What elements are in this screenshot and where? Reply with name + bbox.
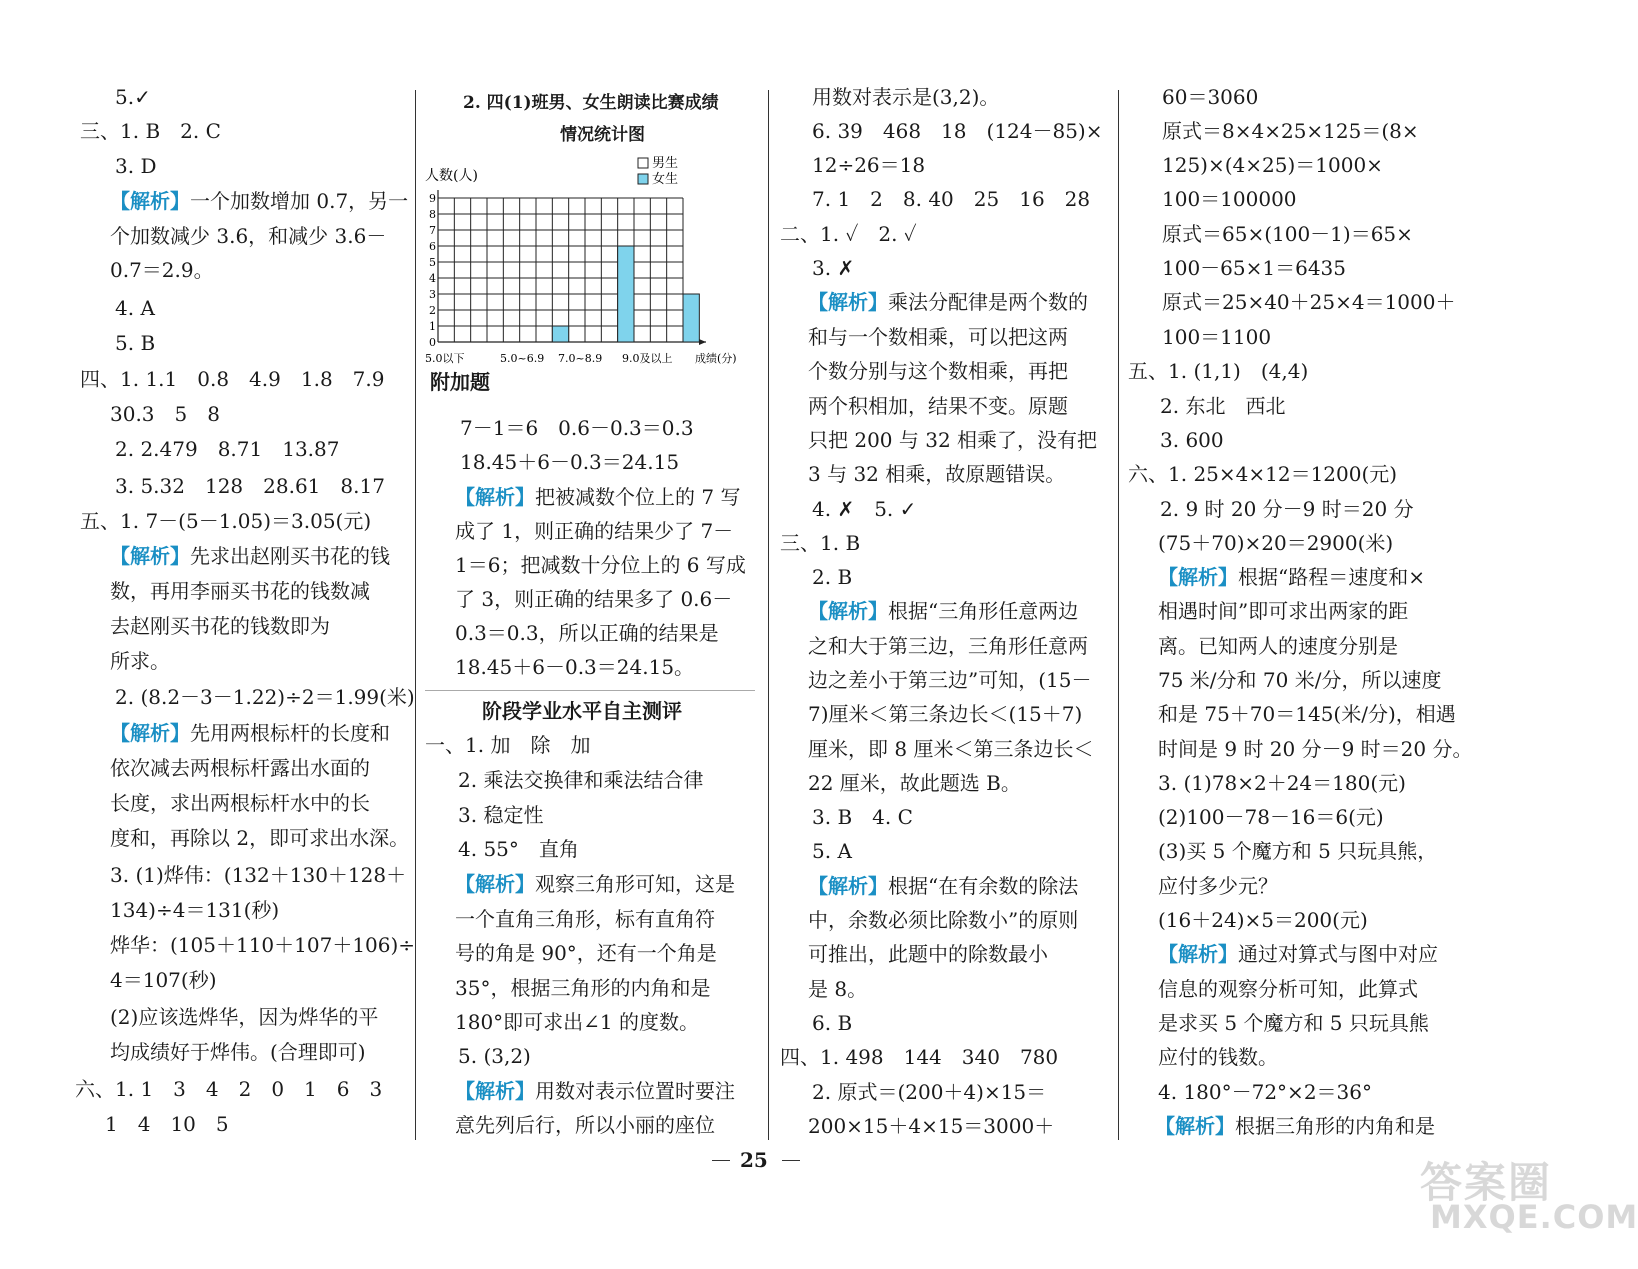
col1-line <box>110 786 370 820</box>
col2-line <box>460 445 679 479</box>
line-text: 18.45＋6－0.3＝24.15 <box>460 450 680 474</box>
line-text: 时间是 9 时 20 分－9 时＝20 分。 <box>1158 737 1473 761</box>
line-text: 4. ✗ 5. ✓ <box>812 497 917 521</box>
line-text: 2. 2.479 8.71 13.87 <box>115 437 340 461</box>
x-axis-arrow <box>699 339 706 345</box>
line-text: 4. 180°－72°×2＝36° <box>1158 1080 1372 1104</box>
line-text: 之和大于第三边，三角形任意两 <box>808 634 1088 658</box>
col1-line <box>110 1000 378 1034</box>
col3-line <box>808 320 1068 354</box>
line-text: 3. (1)78×2＋24＝180(元) <box>1158 771 1406 795</box>
x-axis-label: 成绩(分) <box>695 352 737 365</box>
col2-line <box>455 867 735 901</box>
line-text: 5. B <box>115 331 156 355</box>
col2-line <box>455 1108 715 1142</box>
line-text: 两个积相加，结果不变。原题 <box>808 394 1068 418</box>
line-text: 依次减去两根标杆露出水面的 <box>110 756 370 780</box>
line-text: 了 3，则正确的结果多了 0.6－ <box>455 587 733 611</box>
line-text: 1 4 10 5 <box>105 1112 229 1136</box>
col3-line <box>780 526 860 560</box>
col3-line <box>812 834 852 868</box>
line-text: 6. B <box>812 1011 853 1035</box>
col4-line <box>1162 182 1297 216</box>
line-text: 3. 600 <box>1160 428 1224 452</box>
col3-line <box>808 732 1093 766</box>
line-text: 2. 东北 西北 <box>1160 394 1286 418</box>
line-text: 0.7＝2.9。 <box>110 258 214 282</box>
line-text: 号的角是 90°，还有一个角是 <box>455 941 717 965</box>
line-text: 4＝107(秒) <box>110 968 217 992</box>
line-text: 2. 9 时 20 分－9 时＝20 分 <box>1160 497 1414 521</box>
col4-line <box>1158 697 1456 731</box>
line-text: 3. (1)烨伟：(132＋130＋128＋ <box>110 863 407 887</box>
col1-line <box>80 362 384 396</box>
col1-line <box>115 291 155 325</box>
bar <box>683 294 699 342</box>
col3-line <box>812 114 1103 148</box>
line-text: 二、1. ✓ 2. ✓ <box>780 222 917 246</box>
col1-line <box>105 1107 229 1141</box>
line-text: 35°，根据三角形的内角和是 <box>455 976 711 1000</box>
line-text: 五、1. (1,1) (4,4) <box>1128 359 1309 383</box>
watermark-url: MXQE.COM <box>1430 1198 1638 1236</box>
line-text: 4. 55° 直角 <box>458 837 579 861</box>
legend-label: 男生 <box>652 156 679 171</box>
col4-line <box>1158 903 1368 937</box>
col1-line <box>115 80 151 114</box>
analysis-tag: 【解析】 <box>1158 565 1238 589</box>
col3-line <box>812 80 999 114</box>
col4-line <box>1158 869 1278 903</box>
col3-line <box>808 354 1068 388</box>
col2-line <box>460 411 694 445</box>
col1-line <box>110 858 406 892</box>
line-text: 原式＝8×4×25×125＝(8× <box>1162 119 1419 143</box>
line-text: 应付的钱数。 <box>1158 1045 1278 1069</box>
analysis-tag: 【解析】 <box>455 1079 535 1103</box>
col2-line <box>425 728 590 762</box>
col4-line <box>1158 834 1437 868</box>
y-tick-label: 2 <box>429 304 436 317</box>
bar <box>552 326 568 342</box>
analysis-tag: 【解析】 <box>110 189 190 213</box>
line-text: 7. 1 2 8. 40 25 16 28 <box>812 187 1091 211</box>
col4-line <box>1158 732 1473 766</box>
line-text: (3)买 5 个魔方和 5 只玩具熊， <box>1158 839 1438 863</box>
col1-line <box>75 1072 382 1106</box>
line-text: 4. A <box>115 296 155 320</box>
col3-line <box>808 697 1082 731</box>
line-text: 个数分别与这个数相乘，再把 <box>808 359 1068 383</box>
line-text: 3. B 4. C <box>812 805 913 829</box>
col3-line <box>812 560 852 594</box>
col1-line <box>110 716 390 750</box>
col4-line <box>1158 663 1441 697</box>
col2-line <box>458 832 579 866</box>
line-text: 先用两根标杆的长度和 <box>190 721 390 745</box>
line-text: (16＋24)×5＝200(元) <box>1158 908 1368 932</box>
col4-line <box>1128 457 1397 491</box>
col1-line <box>115 680 415 714</box>
line-text: 烨华：(105＋110＋107＋106)÷ <box>110 933 416 957</box>
line-text: 60＝3060 <box>1162 85 1259 109</box>
analysis-tag: 【解析】 <box>808 290 888 314</box>
line-text: 一个直角三角形，标有直角符 <box>455 907 715 931</box>
line-text: 五、1. 7－(5－1.05)＝3.05(元) <box>80 509 372 533</box>
col4-line <box>1160 389 1285 423</box>
col4-line <box>1158 526 1393 560</box>
col4-line <box>1160 423 1224 457</box>
analysis-tag: 【解析】 <box>808 874 888 898</box>
watermark-logo: 答案圈 <box>1420 1158 1553 1207</box>
y-tick-label: 6 <box>429 240 436 253</box>
line-text: 用数对表示位置时要注 <box>535 1079 735 1103</box>
col3-line <box>808 766 1021 800</box>
line-text: 根据“路程＝速度和× <box>1238 565 1425 589</box>
col4-line <box>1162 251 1346 285</box>
line-text: 六、1. 1 3 4 2 0 1 6 3 <box>75 1077 383 1101</box>
line-text: 1＝6；把减数十分位上的 6 写成 <box>455 553 746 577</box>
col1-line <box>110 539 390 573</box>
line-text: 5. A <box>812 839 852 863</box>
line-text: 3. ✗ <box>812 256 855 280</box>
legend-label: 女生 <box>652 172 679 187</box>
line-text: 通过对算式与图中对应 <box>1238 942 1438 966</box>
page-dash-right <box>782 1160 800 1161</box>
col2-line <box>430 365 490 399</box>
line-text: 3. 稳定性 <box>458 803 544 827</box>
line-text: 6. 39 468 18 (124－85)× <box>812 119 1103 143</box>
col1-line <box>110 893 279 927</box>
col4-line <box>1158 594 1408 628</box>
line-text: 是 8。 <box>808 977 868 1001</box>
y-tick-label: 8 <box>429 208 436 221</box>
col3-line <box>812 148 925 182</box>
col2-line <box>455 936 717 970</box>
x-tick-label: 5.0以下 <box>425 352 465 365</box>
line-text: 根据三角形的内角和是 <box>1235 1114 1435 1138</box>
section-title: 阶段学业水平自主测评 <box>482 699 682 723</box>
column-divider <box>768 90 769 1140</box>
col1-line <box>110 751 370 785</box>
line-text: 相遇时间”即可求出两家的距 <box>1158 599 1409 623</box>
line-text: 根据“在有余数的除法 <box>888 874 1079 898</box>
line-text: 边之差小于第三边”可知，(15－ <box>808 668 1092 692</box>
col3-line <box>808 594 1078 628</box>
col3-line <box>808 972 867 1006</box>
line-text: 厘米，即 8 厘米＜第三条边长＜ <box>808 737 1094 761</box>
analysis-tag: 【解析】 <box>1155 1114 1235 1138</box>
line-text: 5. (3,2) <box>458 1044 531 1068</box>
col2-line <box>455 971 710 1005</box>
line-text: 离。已知两人的速度分别是 <box>1158 634 1398 658</box>
col4-line <box>1160 492 1414 526</box>
col2-line <box>458 1039 531 1073</box>
section-divider <box>425 690 755 691</box>
col3-line <box>808 903 1078 937</box>
col4-line <box>1158 1040 1278 1074</box>
col1-line <box>80 114 221 148</box>
watermark <box>1420 1150 1638 1236</box>
col1-line <box>110 397 220 431</box>
line-text: 和是 75＋70＝145(米/分)，相遇 <box>1158 702 1456 726</box>
col3-line <box>808 423 1097 457</box>
x-tick-label: 9.0及以上 <box>622 352 673 365</box>
line-text: 原式＝65×(100－1)＝65× <box>1162 222 1413 246</box>
line-text: 7－1＝6 0.6－0.3＝0.3 <box>460 416 694 440</box>
line-text: 可推出，此题中的除数最小 <box>808 942 1048 966</box>
line-text: 乘法分配律是两个数的 <box>888 290 1088 314</box>
line-text: 一个加数增加 0.7，另一 <box>190 189 409 213</box>
col4-line <box>1158 800 1384 834</box>
col4-line <box>1128 354 1308 388</box>
line-text: 度和，再除以 2，即可求出水深。 <box>110 826 410 850</box>
col3-line <box>812 251 854 285</box>
y-tick-label: 5 <box>429 256 436 269</box>
col2-line <box>455 902 715 936</box>
line-text: 意先列后行，所以小丽的座位 <box>455 1113 715 1137</box>
line-text: 用数对表示是(3,2)。 <box>812 85 1000 109</box>
line-text: 数，再用李丽买书花的钱数减 <box>110 579 370 603</box>
legend-swatch <box>638 158 648 168</box>
col2-line <box>455 480 740 514</box>
line-text: 200×15＋4×15＝3000＋ <box>808 1114 1055 1138</box>
col3-line <box>780 217 917 251</box>
col1-line <box>80 504 371 538</box>
line-text: (75＋70)×20＝2900(米) <box>1158 531 1394 555</box>
col3-line <box>812 1075 1046 1109</box>
col1-line <box>110 609 330 643</box>
line-text: (2)100－78－16＝6(元) <box>1158 805 1384 829</box>
line-text: 成了 1，则正确的结果少了 7－ <box>455 519 734 543</box>
line-text: 2. 原式＝(200＋4)×15＝ <box>812 1080 1047 1104</box>
col1-line <box>110 253 214 287</box>
col1-line <box>110 219 386 253</box>
col2-line <box>455 548 746 582</box>
col1-line <box>115 326 155 360</box>
col3-line <box>808 1109 1054 1143</box>
page-number: 25 <box>740 1148 768 1172</box>
line-text: 三、1. B <box>780 531 861 555</box>
col1-line <box>110 963 217 997</box>
line-text: 个加数减少 3.6，和减少 3.6－ <box>110 224 387 248</box>
col3-line <box>808 663 1091 697</box>
col4-line <box>1162 285 1456 319</box>
col1-line <box>115 149 156 183</box>
col4-line <box>1158 1006 1429 1040</box>
line-text: 100＝1100 <box>1162 325 1272 349</box>
col1-line <box>110 644 170 678</box>
legend-swatch <box>638 174 648 184</box>
line-text: 所求。 <box>110 649 170 673</box>
col4-line <box>1162 114 1419 148</box>
col2-line <box>455 616 719 650</box>
col1-line <box>110 928 415 962</box>
line-text: 四、1. 1.1 0.8 4.9 1.8 7.9 <box>80 367 385 391</box>
line-text: 22 厘米，故此题选 B。 <box>808 771 1021 795</box>
col4-line <box>1158 1075 1372 1109</box>
line-text: 只把 200 与 32 相乘了，没有把 <box>808 428 1098 452</box>
line-text: 5.✓ <box>115 85 151 109</box>
analysis-tag: 【解析】 <box>455 872 535 896</box>
y-tick-label: 0 <box>429 336 436 349</box>
line-text: 0.3＝0.3，所以正确的结果是 <box>455 621 719 645</box>
bar <box>618 246 634 342</box>
line-text: 和与一个数相乘，可以把这两 <box>808 325 1068 349</box>
y-tick-label: 3 <box>429 288 436 301</box>
col3-line <box>812 492 916 526</box>
col4-line <box>1158 629 1398 663</box>
col3-line <box>808 937 1048 971</box>
line-text: 三、1. B 2. C <box>80 119 221 143</box>
column-divider <box>1118 90 1119 1140</box>
line-text: 3. D <box>115 154 157 178</box>
y-tick-label: 9 <box>429 192 436 205</box>
col3-line <box>808 457 1065 491</box>
col2-line <box>455 514 733 548</box>
line-text: 一、1. 加 除 加 <box>425 733 591 757</box>
col2-line <box>455 650 694 684</box>
line-text: 是求买 5 个魔方和 5 只玩具熊 <box>1158 1011 1429 1035</box>
col1-line <box>110 184 408 218</box>
line-text: 根据“三角形任意两边 <box>888 599 1079 623</box>
line-text: 180°即可求出∠1 的度数。 <box>455 1010 700 1034</box>
line-text: 30.3 5 8 <box>110 402 220 426</box>
line-text: 均成绩好于烨伟。(合理即可) <box>110 1040 366 1064</box>
analysis-tag: 【解析】 <box>110 721 190 745</box>
line-text: 2. 乘法交换律和乘法结合律 <box>458 768 704 792</box>
col2-line <box>458 798 543 832</box>
col4-line <box>1162 217 1413 251</box>
col2-line <box>455 1074 735 1108</box>
line-text: 长度，求出两根标杆水中的长 <box>110 791 370 815</box>
col4-line <box>1158 937 1438 971</box>
analysis-tag: 【解析】 <box>110 544 190 568</box>
col1-line <box>110 821 409 855</box>
line-text: 3 与 32 相乘，故原题错误。 <box>808 462 1066 486</box>
page-dash-left <box>712 1160 730 1161</box>
line-text: 附加题 <box>430 370 490 394</box>
x-tick-label: 7.0~8.9 <box>558 352 603 365</box>
line-text: 四、1. 498 144 340 780 <box>780 1045 1059 1069</box>
col3-line <box>808 389 1068 423</box>
col1-line <box>110 1035 366 1069</box>
col4-line <box>1162 148 1383 182</box>
line-text: 125)×(4×25)＝1000× <box>1162 153 1383 177</box>
col2-line <box>458 763 703 797</box>
line-text: 100＝100000 <box>1162 187 1297 211</box>
col1-line <box>115 469 385 503</box>
line-text: 75 米/分和 70 米/分，所以速度 <box>1158 668 1442 692</box>
line-text: 六、1. 25×4×12＝1200(元) <box>1128 462 1398 486</box>
x-tick-label: 5.0~6.9 <box>500 352 545 365</box>
col4-line <box>1155 1109 1435 1143</box>
line-text: 中，余数必须比除数小”的原则 <box>808 908 1079 932</box>
col2-line <box>455 1005 699 1039</box>
col3-line <box>812 800 913 834</box>
col3-line <box>808 869 1078 903</box>
y-tick-label: 1 <box>429 320 436 333</box>
line-text: 去赵刚买书花的钱数即为 <box>110 614 330 638</box>
column-divider <box>415 90 416 1140</box>
line-text: 信息的观察分析可知，此算式 <box>1158 977 1418 1001</box>
bar-chart <box>425 145 765 370</box>
analysis-tag: 【解析】 <box>455 485 535 509</box>
col3-line <box>812 1006 852 1040</box>
line-text: 18.45＋6－0.3＝24.15。 <box>455 655 695 679</box>
line-text: 7)厘米＜第三条边长＜(15＋7) <box>808 702 1083 726</box>
line-text: 2. (8.2－3－1.22)÷2＝1.99(米) <box>115 685 415 709</box>
col1-line <box>115 432 339 466</box>
col2-line <box>455 582 732 616</box>
line-text: (2)应该选烨华，因为烨华的平 <box>110 1005 379 1029</box>
y-axis-label: 人数(人) <box>425 168 478 184</box>
line-text: 原式＝25×40＋25×4＝1000＋ <box>1162 290 1456 314</box>
col4-line <box>1162 320 1271 354</box>
line-text: 把被减数个位上的 7 写 <box>535 485 741 509</box>
line-text: 12÷26＝18 <box>812 153 926 177</box>
line-text: 先求出赵刚买书花的钱 <box>190 544 390 568</box>
analysis-tag: 【解析】 <box>1158 942 1238 966</box>
chart-title-line2: 情况统计图 <box>560 125 645 145</box>
col1-line <box>110 574 370 608</box>
col4-line <box>1158 972 1418 1006</box>
col3-line <box>812 182 1090 216</box>
col3-line <box>808 285 1088 319</box>
line-text: 3. 5.32 128 28.61 8.17 <box>115 474 385 498</box>
y-tick-label: 7 <box>429 224 436 237</box>
col3-line <box>780 1040 1058 1074</box>
analysis-tag: 【解析】 <box>808 599 888 623</box>
chart-title-line1: 2. 四(1)班男、女生朗读比赛成绩 <box>463 93 719 113</box>
col4-line <box>1158 766 1406 800</box>
line-text: 100－65×1＝6435 <box>1162 256 1347 280</box>
line-text: 134)÷4＝131(秒) <box>110 898 280 922</box>
col4-line <box>1158 560 1425 594</box>
line-text: 观察三角形可知，这是 <box>535 872 735 896</box>
y-tick-label: 4 <box>429 272 436 285</box>
col4-line <box>1162 80 1258 114</box>
col3-line <box>808 629 1088 663</box>
line-text: 应付多少元？ <box>1158 874 1278 898</box>
line-text: 2. B <box>812 565 853 589</box>
